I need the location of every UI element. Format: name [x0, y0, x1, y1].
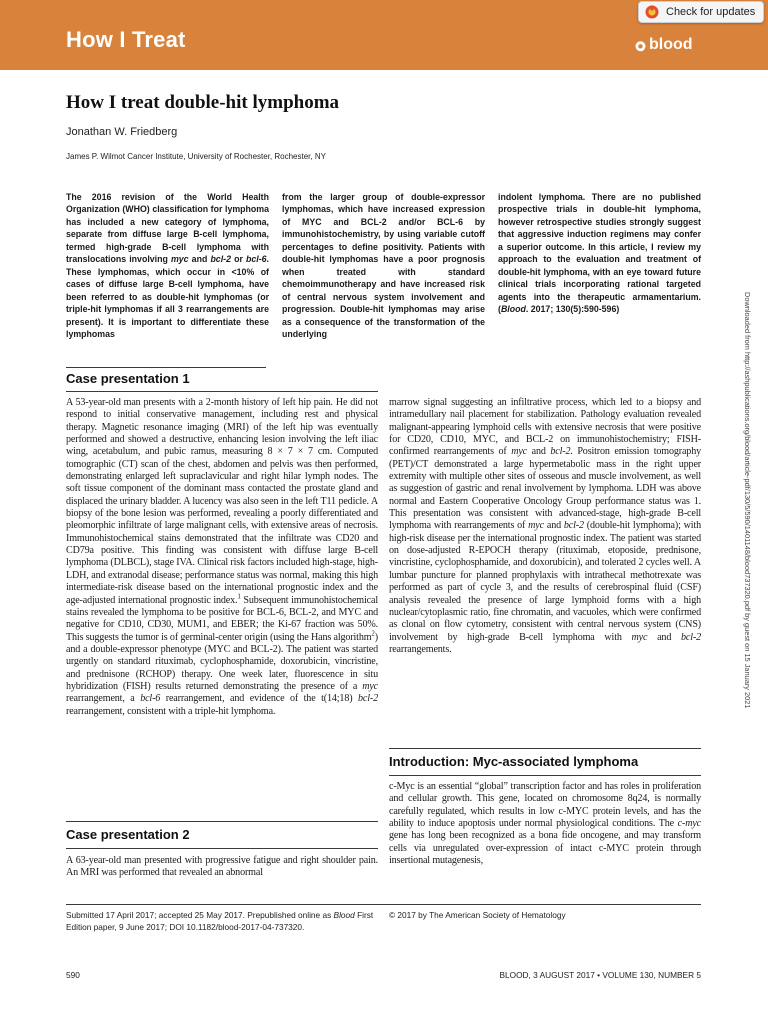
case-1-heading: Case presentation 1 [66, 371, 190, 386]
check-updates-icon [645, 5, 659, 19]
journal-issue: BLOOD, 3 AUGUST 2017 • VOLUME 130, NUMBER 5 [499, 970, 701, 980]
section-label: How I Treat [66, 27, 186, 52]
abstract-column-3: indolent lymphoma. There are no published prospective trials in double-hit lymphoma, however retrospective studies strongly suggest that aggressive induction regimens may confer a superior outcome. In this article, I review my approach to the evaluation and treatment of double-hit lymphoma, with an eye toward future clinical trials incorporating rational targeted agents into the therapeutic armamentarium. (Blood. 2017; 130(5):590-596) [498, 192, 701, 315]
section-rule [66, 367, 266, 368]
copyright-notice: © 2017 by The American Society of Hematology [389, 910, 566, 920]
case-1-paragraph: A 53-year-old man presents with a 2-month history of left hip pain. He did not respond to initial conservative management, including rest and physical therapy. Magnetic resonance imaging (MRI) of the left hip was eventually performed and showed a destructive, enhancing lesion involving the left iliac wing, acetabulum, and pubic ramus, measuring 8 × 7 × 7 cm. Computed tomographic (CT) scan of the chest, abdomen and pelvis was then performed, demonstrating enlarged left supraclavicular and right hilar lymph nodes. The soft tissue component of the dominant mass contacted the prostate gland and displaced the urinary bladder. A lucency was also seen in the left T11 pedicle. A biopsy of the bone lesion was performed, revealing a poorly differentiated and pleomorphic infiltrate of large malignant cells, with extensive areas of necrosis. Immunohistochemical stains demonstrated that the infiltrate was CD20 and CD79a positive. This finding was consistent with diffuse large B-cell lymphoma (DLBCL), stage IVA. Clinical risk factors included high-stage, high-LDH, and extranodal disease; performance status was normal, making this high intermediate-risk disease based on the international prognostic index and the age-adjusted international prognostic index.$^1$ Subsequent immunohistochemical stains revealed the lymphoma to be positive for BCL-6, BCL-2, and MYC and negative for CD10, CD30, MUM1, and EBER; the Ki-67 fraction was 50%. This suggests the tumor is of germinal-center origin (using the Hans algorithm$^2$) and a double-expressor phenotype (MYC and BCL-2). The patient was started urgently on standard rituximab, cyclophosphamide, doxorubicin, vincristine, and prednisone (RCHOP) therapy. One week later, fluorescence in situ hybridization (FISH) results returned demonstrating the presence of a myc rearrangement, a bcl-6 rearrangement, and evidence of the t(14;18) bcl-2 rearrangement, consistent with a triple-hit lymphoma. [66, 397, 379, 717]
case-2-continued-paragraph: marrow signal suggesting an infiltrative process, which led to a biopsy and intramedullary nail placement for stabilization. Pathology evaluation revealed malignant-appearing lymphoid cells with extensive necrosis that were positive for CD20, CD10, MYC, and BCL-2 on immunohistochemistry; FISH-confirmed rearrangements of myc and bcl-2. Positron emission tomography (PET)/CT demonstrated a large hypermetabolic mass in the right upper extremity with multiple other sites of osseous and muscle involvement, as well as suggestion of gastric and renal involvement by lymphoma. LDH was above normal and Eastern Cooperative Oncology Group performance status was 1. This presentation was consistent with advanced-stage, high-grade B-cell lymphoma with rearrangements of myc and bcl-2 (double-hit lymphoma); with high-risk disease per the international prognostic index. The patient was started on dose-adjusted R-EPOCH therapy (rituximab, etoposide, prednisone, vincristine, cyclophosphamide, and doxorubicin), and tolerated 2 cycles well. A lumbar puncture for planned prophylaxis with intrathecal methotrexate was performed as part of cycle 3, and the results of cerebrospinal fluid (CSF) analysis revealed the presence of large lymphoid forms with a high nuclear/cytoplasmic ratio, fine chromatin, and vacuoles, which were confirmed as clonal on flow cytometry, consistent with central nervous system (CNS) involvement by high-grade B-cell lymphoma with myc and bcl-2 rearrangements. [389, 397, 702, 655]
section-rule [66, 821, 378, 822]
case-2-paragraph: A 63-year-old man presented with progressive fatigue and right shoulder pain. An MRI was performed that revealed an abnormal [66, 855, 378, 879]
submission-info: Submitted 17 April 2017; accepted 25 May 2017. Prepublished online as Blood First Edition paper, 9 June 2017; DOI 10.1182/blood-2017-04-737320. [66, 910, 374, 932]
article-title: How I treat double-hit lymphoma [66, 92, 340, 113]
section-rule [389, 748, 701, 749]
section-rule [389, 775, 701, 776]
author-affiliation: James P. Wilmot Cancer Institute, University of Rochester, Rochester, NY [66, 152, 326, 161]
author-name: Jonathan W. Friedberg [66, 126, 178, 138]
download-watermark: Downloaded from http://ashpublications.org/blood/article-pdf/130/5/590/1401148/blood737320.pdf by guest on 15 January 2021 [743, 292, 752, 709]
case-2-heading: Case presentation 2 [66, 827, 190, 842]
check-updates-label: Check for updates [666, 6, 756, 18]
journal-logo-text: blood [649, 36, 693, 53]
journal-logo [635, 36, 693, 54]
page-number: 590 [66, 970, 80, 980]
check-for-updates-button[interactable] [638, 1, 764, 23]
intro-heading: Introduction: Myc-associated lymphoma [389, 754, 639, 769]
abstract-column-2: from the larger group of double-expressor lymphomas, which have increased expression of MYC and BCL-2 and/or BCL-6 by immunohistochemistry, by using variable cutoff percentages to define positivity. Patients with double-hit lymphomas have a poor prognosis when treated with standard chemoimmunotherapy and have increased risk of central nervous system involvement and progression. Double-hit lymphomas may arise as a consequence of the transformation of the underlying [282, 192, 485, 340]
blood-drop-icon [635, 38, 646, 52]
intro-paragraph: c-Myc is an essential “global” transcription factor and has roles in proliferation and cellular growth. This gene, located on chromosome 8q24, is normally carefully regulated, which results in low c-MYC protein levels, and has the ability to induce apoptosis under normal physiological conditions. The c-myc gene has long been recognized as a bona fide oncogene, and may transform cells via unregulated over-expression of intact c-MYC protein through insertional mutagenesis, [389, 781, 701, 867]
abstract-column-1: The 2016 revision of the World Health Organization (WHO) classification for lymphoma has included a new category of lymphoma, separate from diffuse large B-cell lymphoma, termed high-grade B-cell lymphoma with translocations involving myc and bcl-2 or bcl-6. These lymphomas, which occur in <10% of cases of diffuse large B-cell lymphoma, have been referred to as double-hit lymphomas (or triple-hit lymphomas if all 3 rearrangements are present). It is important to differentiate these lymphomas [66, 192, 269, 340]
footer-rule [66, 904, 701, 905]
section-rule [66, 848, 378, 849]
section-rule [66, 391, 378, 392]
